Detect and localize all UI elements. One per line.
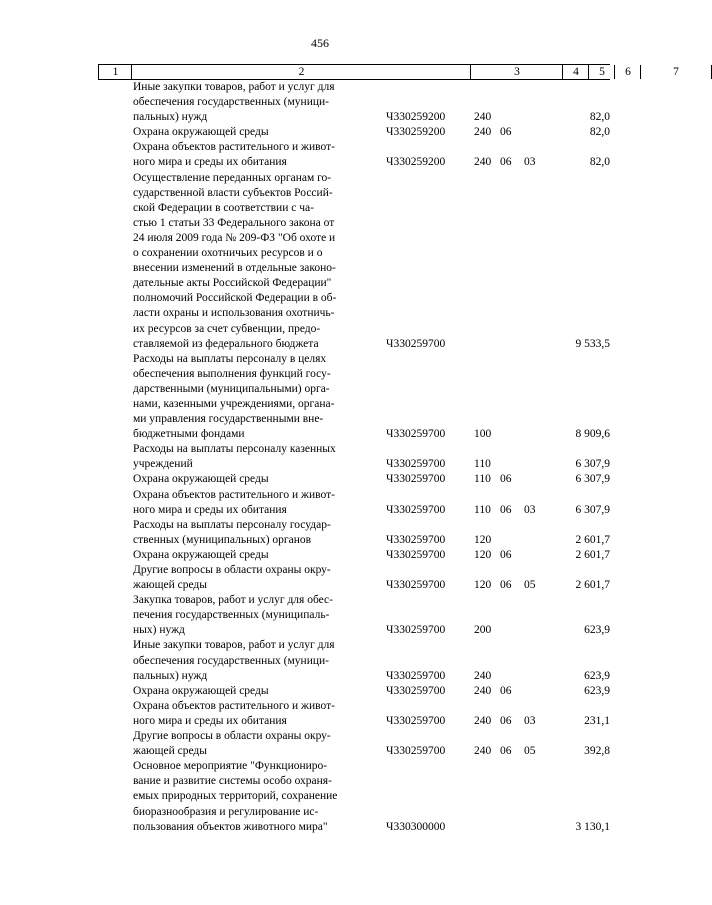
row-name xyxy=(133,684,370,699)
row-code: Ч330259700 xyxy=(386,579,446,592)
row-code: Ч330259700 xyxy=(386,337,446,350)
table-row xyxy=(0,171,640,352)
row-name-line: ласти охраны и использования охотничь- xyxy=(133,307,335,320)
row-name-line: Охрана окружающей среды xyxy=(133,684,269,697)
table-row xyxy=(0,488,640,518)
row-code: Ч330259200 xyxy=(386,111,446,124)
row-col-5: 06 xyxy=(500,579,512,592)
row-name xyxy=(133,699,370,729)
row-amount: 9 533,5 xyxy=(575,337,610,350)
header-col-4: 4 xyxy=(562,65,589,79)
row-col-4: 120 xyxy=(474,533,492,546)
table-row xyxy=(0,563,640,593)
row-col-4: 240 xyxy=(474,684,492,697)
row-amount: 6 307,9 xyxy=(575,503,610,516)
row-name-line: Расходы на выплаты персоналу в целях xyxy=(133,352,327,365)
row-name-line: Охрана объектов растительного и живот- xyxy=(133,699,335,712)
row-amount: 8 909,6 xyxy=(575,428,610,441)
row-amount: 82,0 xyxy=(589,156,610,169)
row-col-4: 240 xyxy=(474,714,492,727)
row-code: Ч330259700 xyxy=(386,684,446,697)
row-amount: 231,1 xyxy=(584,714,610,727)
row-amount: 82,0 xyxy=(589,111,610,124)
table-row xyxy=(0,125,640,140)
row-name-line: Другие вопросы в области охраны окру- xyxy=(133,564,331,576)
table-header xyxy=(98,64,679,80)
row-name-line: печения государственных (муниципаль- xyxy=(133,609,330,622)
row-name-line: пальных) нужд xyxy=(133,111,208,124)
row-code: Ч330259700 xyxy=(386,548,446,561)
row-name-line: Иные закупки товаров, работ и услуг для xyxy=(133,81,335,93)
row-amount: 6 307,9 xyxy=(575,473,610,486)
header-col-1: 1 xyxy=(98,65,132,79)
table-row xyxy=(0,593,640,638)
table-row xyxy=(0,140,640,170)
row-name-line: Расходы на выплаты персоналу казенных xyxy=(133,443,336,456)
row-name-line: 24 июля 2009 года № 209-ФЗ "Об охоте и xyxy=(133,231,336,244)
row-name-line: жающей среды xyxy=(133,579,208,592)
row-name-line: емых природных территорий, сохранение xyxy=(133,790,338,803)
table-row xyxy=(0,548,640,563)
row-amount: 623,9 xyxy=(584,624,610,637)
row-col-4: 120 xyxy=(474,548,492,561)
row-col-4: 240 xyxy=(474,111,492,124)
row-name xyxy=(133,442,370,472)
row-name-line: ми управления государственными вне- xyxy=(133,413,324,426)
table-row xyxy=(0,638,640,683)
row-col-4: 110 xyxy=(474,503,491,516)
row-col-6: 05 xyxy=(524,745,536,758)
table-row xyxy=(0,759,640,834)
row-name xyxy=(133,729,370,759)
row-name xyxy=(133,563,370,593)
row-name-line: нами, казенными учреждениями, органа- xyxy=(133,397,335,410)
row-col-5: 06 xyxy=(500,548,512,561)
row-code: Ч330259700 xyxy=(386,669,446,682)
row-name-line: Иные закупки товаров, работ и услуг для xyxy=(133,639,335,652)
row-name xyxy=(133,80,370,125)
row-amount: 82,0 xyxy=(589,126,610,139)
row-amount: 2 601,7 xyxy=(575,548,610,561)
row-col-4: 200 xyxy=(474,624,492,637)
row-name-line: дательные акты Российской Федерации" xyxy=(133,277,332,290)
table-body xyxy=(0,80,640,835)
table-row xyxy=(0,352,640,443)
row-col-5: 06 xyxy=(500,684,512,697)
row-name-line: Охрана объектов растительного и живот- xyxy=(133,141,335,154)
row-col-6: 03 xyxy=(524,503,536,516)
header-col-3: 3 xyxy=(470,65,563,79)
table-row xyxy=(0,472,640,487)
header-col-5: 5 xyxy=(588,65,615,79)
table-row xyxy=(0,518,640,548)
row-name-line: ного мира и среды их обитания xyxy=(133,156,287,169)
row-name xyxy=(133,140,370,170)
row-name-line: жающей среды xyxy=(133,745,208,758)
row-name-line: Другие вопросы в области охраны окру- xyxy=(133,730,331,743)
row-code: Ч330259200 xyxy=(386,156,446,169)
page-number: 456 xyxy=(311,36,329,50)
row-name-line: бюджетными фондами xyxy=(133,428,245,441)
table-row xyxy=(0,442,640,472)
row-amount: 2 601,7 xyxy=(575,533,610,546)
row-code: Ч330259200 xyxy=(386,126,446,139)
row-name-line: пользования объектов животного мира" xyxy=(133,820,328,833)
row-name-line: ставляемой из федерального бюджета xyxy=(133,337,319,350)
row-name xyxy=(133,518,370,548)
row-name-line: Охрана объектов растительного и живот- xyxy=(133,488,335,501)
row-name xyxy=(133,125,370,140)
table-row xyxy=(0,80,640,125)
table-row xyxy=(0,684,640,699)
header-col-2: 2 xyxy=(131,65,471,79)
row-code: Ч330259700 xyxy=(386,745,446,758)
row-name-line: обеспечения выполнения функций госу- xyxy=(133,367,331,380)
row-code: Ч330259700 xyxy=(386,624,446,637)
row-col-5: 06 xyxy=(500,714,512,727)
row-name-line: биоразнообразия и регулирование ис- xyxy=(133,805,319,818)
row-col-6: 03 xyxy=(524,714,536,727)
row-amount: 6 307,9 xyxy=(575,458,610,471)
row-name-line: о сохранении охотничьих ресурсов и о xyxy=(133,247,323,260)
row-name xyxy=(133,638,370,683)
row-name-line: ской Федерации в соответствии с ча- xyxy=(133,201,314,214)
row-name xyxy=(133,472,370,487)
row-col-6: 03 xyxy=(524,156,536,169)
row-name xyxy=(133,593,370,638)
table-row xyxy=(0,729,640,759)
row-name-line: их ресурсов за счет субвенции, предо- xyxy=(133,322,321,335)
row-name xyxy=(133,352,370,443)
row-name-line: внесении изменений в отдельные законо- xyxy=(133,262,336,275)
row-name-line: дарственными (муниципальными) орга- xyxy=(133,382,330,395)
row-name-line: ного мира и среды их обитания xyxy=(133,714,287,727)
row-name-line: сударственной власти субъектов Россий- xyxy=(133,186,333,199)
row-amount: 2 601,7 xyxy=(575,579,610,592)
row-col-5: 06 xyxy=(500,473,512,486)
row-name-line: Основное мероприятие "Функциониро- xyxy=(133,760,328,773)
row-name-line: пальных) нужд xyxy=(133,669,208,682)
row-col-4: 240 xyxy=(474,745,492,758)
row-name-line: Охрана окружающей среды xyxy=(133,126,269,139)
row-code: Ч330259700 xyxy=(386,428,446,441)
row-col-5: 06 xyxy=(500,503,512,516)
row-col-4: 110 xyxy=(474,458,491,471)
row-col-4: 100 xyxy=(474,428,492,441)
row-name-line: Охрана окружающей среды xyxy=(133,473,269,486)
row-name-line: Охрана окружающей среды xyxy=(133,548,269,561)
row-code: Ч330259700 xyxy=(386,503,446,516)
row-code: Ч330300000 xyxy=(386,820,446,833)
row-amount: 623,9 xyxy=(584,669,610,682)
header-col-7: 7 xyxy=(640,65,712,79)
row-name-line: Осуществление переданных органам го- xyxy=(133,171,332,184)
row-code: Ч330259700 xyxy=(386,714,446,727)
row-code: Ч330259700 xyxy=(386,473,446,486)
row-name xyxy=(133,759,370,834)
row-name-line: ного мира и среды их обитания xyxy=(133,503,287,516)
row-col-5: 06 xyxy=(500,745,512,758)
row-name-line: полномочий Российской Федерации в об- xyxy=(133,292,337,305)
row-name xyxy=(133,488,370,518)
table-row xyxy=(0,699,640,729)
row-col-6: 05 xyxy=(524,579,536,592)
row-name xyxy=(133,171,370,352)
row-code: Ч330259700 xyxy=(386,458,446,471)
row-col-4: 240 xyxy=(474,669,492,682)
row-name-line: обеспечения государственных (муници- xyxy=(133,654,329,667)
row-name-line: Закупка товаров, работ и услуг для обес- xyxy=(133,594,333,607)
row-amount: 392,8 xyxy=(584,745,610,758)
row-code: Ч330259700 xyxy=(386,533,446,546)
row-name-line: Расходы на выплаты персоналу государ- xyxy=(133,518,331,531)
row-name-line: учреждений xyxy=(133,458,193,471)
row-amount: 3 130,1 xyxy=(575,820,610,833)
row-amount: 623,9 xyxy=(584,684,610,697)
row-col-4: 240 xyxy=(474,156,492,169)
row-col-5: 06 xyxy=(500,126,512,139)
header-col-6: 6 xyxy=(614,65,641,79)
row-col-4: 240 xyxy=(474,126,492,139)
row-name-line: стью 1 статьи 33 Федерального закона от xyxy=(133,216,335,229)
row-name xyxy=(133,548,370,563)
row-col-4: 110 xyxy=(474,473,491,486)
row-name-line: вание и развитие системы особо охраня- xyxy=(133,775,332,788)
row-name-line: ных) нужд xyxy=(133,624,185,637)
row-col-5: 06 xyxy=(500,156,512,169)
row-name-line: ственных (муниципальных) органов xyxy=(133,533,312,546)
row-name-line: обеспечения государственных (муници- xyxy=(133,96,329,109)
row-col-4: 120 xyxy=(474,579,492,592)
